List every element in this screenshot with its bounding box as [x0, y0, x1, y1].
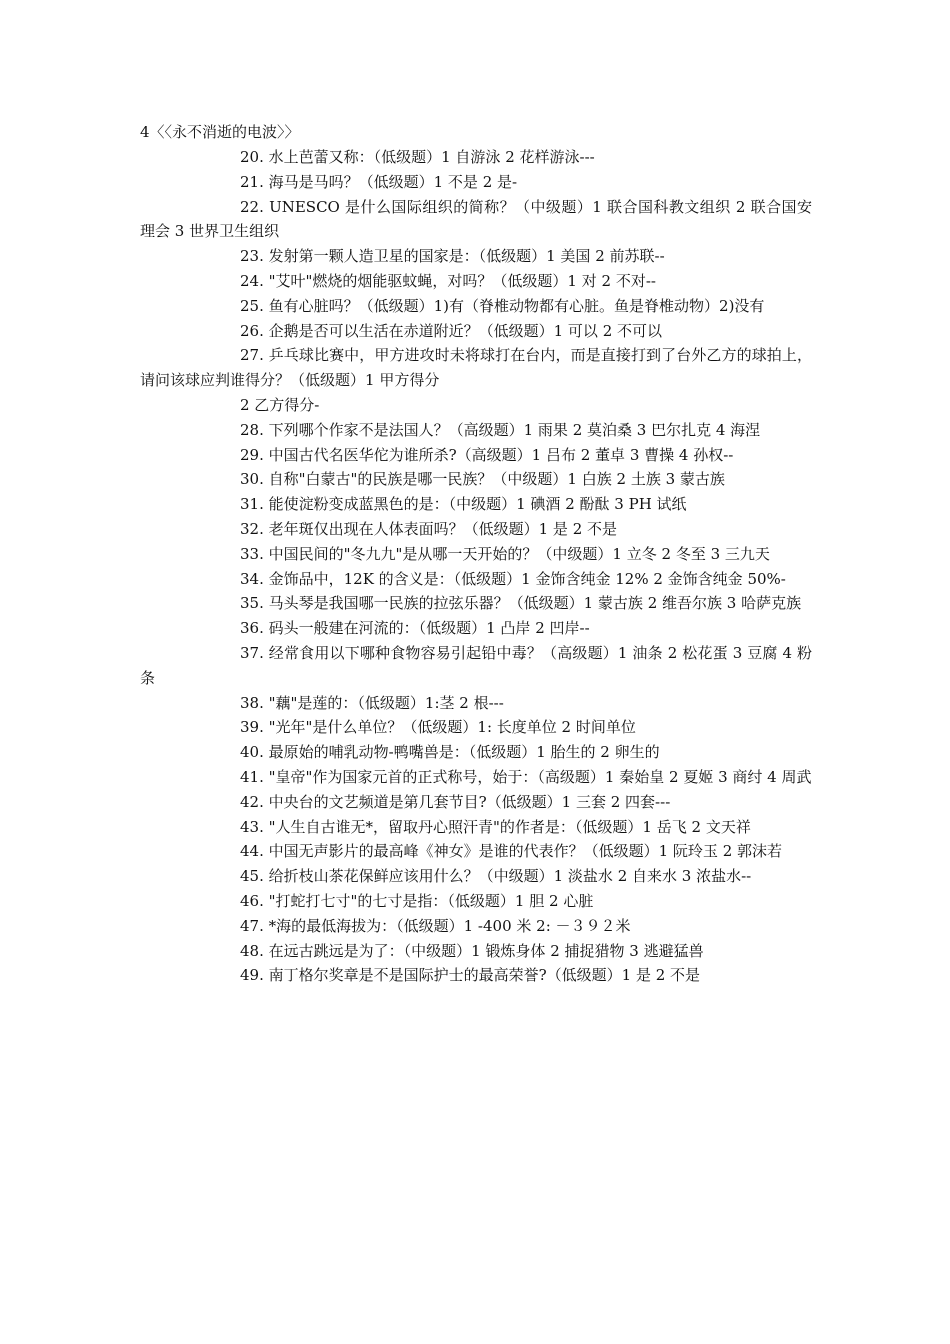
question-43: 43. "人生自古谁无*，留取丹心照汗青"的作者是：（低级题）1 岳飞 2 文天祥: [240, 817, 751, 836]
question-25: 25. 鱼有心脏吗？（低级题）1)有（脊椎动物都有心脏。鱼是脊椎动物）2)没有: [240, 296, 765, 315]
question-37: 37. 经常食用以下哪种食物容易引起铅中毒？（高级题）1 油条 2 松花蛋 3 豆腐 4 粉条: [140, 643, 812, 687]
question-48: 48. 在远古跳远是为了：（中级题）1 锻炼身体 2 捕捉猎物 3 逃避猛兽: [240, 941, 704, 960]
question-47: 47. *海的最低海拔为：（低级题）1 -400 米 2: －３９２米: [240, 916, 631, 935]
question-22: 22. UNESCO 是什么国际组织的简称？（中级题）1 联合国科教文组织 2 联合国安理会 3 世界卫生组织: [140, 197, 812, 241]
document-page: [140, 120, 812, 988]
question-20: 20. 水上芭蕾又称：（低级题）1 自游泳 2 花样游泳---: [240, 148, 595, 166]
question-41: 41. "皇帝"作为国家元首的正式称号，始于：（高级题）1 秦始皇 2 夏姬 3 商纣 4 周武: [240, 767, 812, 786]
question-28: 28. 下列哪个作家不是法国人？（高级题）1 雨果 2 莫泊桑 3 巴尔扎克 4 海涅: [240, 420, 761, 439]
question-34: 34. 金饰品中，12K 的含义是：（低级题）1 金饰含纯金 12% 2 金饰含纯金 50%-: [240, 569, 786, 588]
question-38: 38. "藕"是莲的：（低级题）1:茎 2 根---: [240, 693, 504, 712]
question-21: 21. 海马是马吗？（低级题）1 不是 2 是-: [240, 172, 518, 191]
question-49: 49. 南丁格尔奖章是不是国际护士的最高荣誉?（低级题）1 是 2 不是: [240, 966, 701, 985]
question-26: 26. 企鹅是否可以生活在赤道附近？（低级题）1 可以 2 不可以: [240, 321, 663, 340]
question-23: 23. 发射第一颗人造卫星的国家是：（低级题）1 美国 2 前苏联--: [240, 247, 665, 266]
question-40: 40. 最原始的哺乳动物-鸭嘴兽是：（低级题）1 胎生的 2 卵生的: [240, 743, 660, 762]
question-39: 39. "光年"是什么单位？（低级题）1: 长度单位 2 时间单位: [240, 718, 636, 737]
question-27-continuation: 2 乙方得分-: [240, 395, 320, 414]
question-36: 36. 码头一般建在河流的：（低级题）1 凸岸 2 凹岸--: [240, 619, 590, 638]
question-32: 32. 老年斑仅出现在人体表面吗？（低级题）1 是 2 不是: [240, 519, 618, 538]
question-29: 29. 中国古代名医华佗为谁所杀?（高级题）1 吕布 2 董卓 3 曹操 4 孙权--: [240, 445, 734, 464]
question-30: 30. 自称"白蒙古"的民族是哪一民族？（中级题）1 白族 2 土族 3 蒙古族: [240, 470, 725, 489]
question-45: 45. 给折枝山茶花保鲜应该用什么？（中级题）1 淡盐水 2 自来水 3 浓盐水--: [240, 867, 752, 886]
question-44: 44. 中国无声影片的最高峰《神女》是谁的代表作？（低级题）1 阮玲玉 2 郭沫若: [240, 842, 783, 861]
question-31: 31. 能使淀粉变成蓝黑色的是：（中级题）1 碘酒 2 酚酞 3 PH 试纸: [240, 495, 687, 514]
question-46: 46. "打蛇打七寸"的七寸是指：（低级题）1 胆 2 心脏: [240, 891, 594, 910]
question-27: 27. 乒乓球比赛中，甲方进攻时未将球打在台内，而是直接打到了台外乙方的球拍上，请问该球应判谁得分？（低级题）1 甲方得分: [140, 346, 812, 390]
question-35: 35. 马头琴是我国哪一民族的拉弦乐器？（低级题）1 蒙古族 2 维吾尔族 3 哈萨克族: [240, 594, 802, 613]
question-42: 42. 中央台的文艺频道是第几套节目?（低级题）1 三套 2 四套---: [240, 792, 671, 811]
question-33: 33. 中国民间的"冬九九"是从哪一天开始的？（中级题）1 立冬 2 冬至 3 三九天: [240, 544, 770, 563]
section-heading: 4〈〈永不消逝的电波〉〉: [140, 123, 300, 141]
question-24: 24. "艾叶"燃烧的烟能驱蚊蝇，对吗？（低级题）1 对 2 不对--: [240, 271, 656, 290]
